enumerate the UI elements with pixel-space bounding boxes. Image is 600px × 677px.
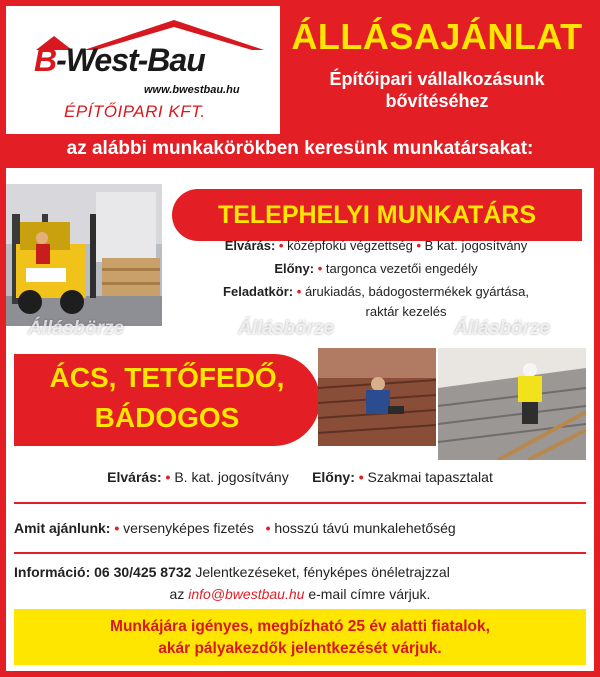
header-panel bbox=[280, 6, 594, 134]
email-row: az info@bwestbau.hu e-mail címre várjuk. bbox=[169, 586, 431, 602]
page-title: ÁLLÁSAJÁNLAT bbox=[291, 16, 583, 57]
job1-preference: Előny: • targonca vezetői engedély bbox=[274, 261, 478, 276]
roofer-photo-left bbox=[318, 348, 436, 446]
logo-subtitle: ÉPÍTŐIPARI KFT. bbox=[64, 102, 206, 121]
watermark: Állásbörze bbox=[28, 318, 125, 339]
logo-url: www.bwestbau.hu bbox=[144, 84, 240, 96]
job-ad-sheet bbox=[6, 6, 594, 671]
watermark: Állásbörze bbox=[454, 318, 551, 339]
footer-banner: Munkájára igényes, megbízható 25 év alatti fiatalok, akár pályakezdők jelentkezését várjuk. bbox=[14, 609, 586, 665]
divider bbox=[14, 502, 586, 504]
job1-tasks-cont: raktár kezelés bbox=[365, 304, 447, 319]
job2-requirements: Elvárás: • B. kat. jogosítvány Előny: • Szakmai tapasztalat bbox=[107, 469, 493, 485]
header-subtitle: Építőipari vállalkozásunk bővítéséhez bbox=[329, 69, 545, 111]
contact-row: Információ: 06 30/425 8732 Jelentkezéseket, fényképes önéletrajzzal bbox=[14, 564, 450, 580]
roofer-photo-right bbox=[438, 348, 586, 460]
watermark: Állásbörze bbox=[238, 318, 335, 339]
forklift-photo bbox=[6, 184, 162, 326]
divider bbox=[14, 552, 586, 554]
phone-number: Információ: 06 30/425 8732 bbox=[14, 564, 192, 580]
job1-requirements: Elvárás: • középfokú végzettség • B kat. jogosítvány bbox=[224, 238, 528, 253]
company-logo bbox=[14, 14, 280, 128]
job1-title: TELEPHELYI MUNKATÁRS bbox=[172, 189, 582, 241]
brand-name: B-West-Bau bbox=[34, 42, 205, 78]
job2-title: ÁCS, TETŐFEDŐ, BÁDOGOS bbox=[14, 354, 320, 446]
offer-row: Amit ajánlunk: • versenyképes fizetés • hosszú távú munkalehetőség bbox=[14, 520, 456, 536]
intro-band: az alábbi munkakörökben keresünk munkatársakat: bbox=[6, 134, 594, 168]
job1-tasks: Feladatkör: • árukiadás, bádogostermékek gyártása, bbox=[223, 284, 529, 299]
email-link[interactable]: info@bwestbau.hu bbox=[188, 586, 305, 602]
